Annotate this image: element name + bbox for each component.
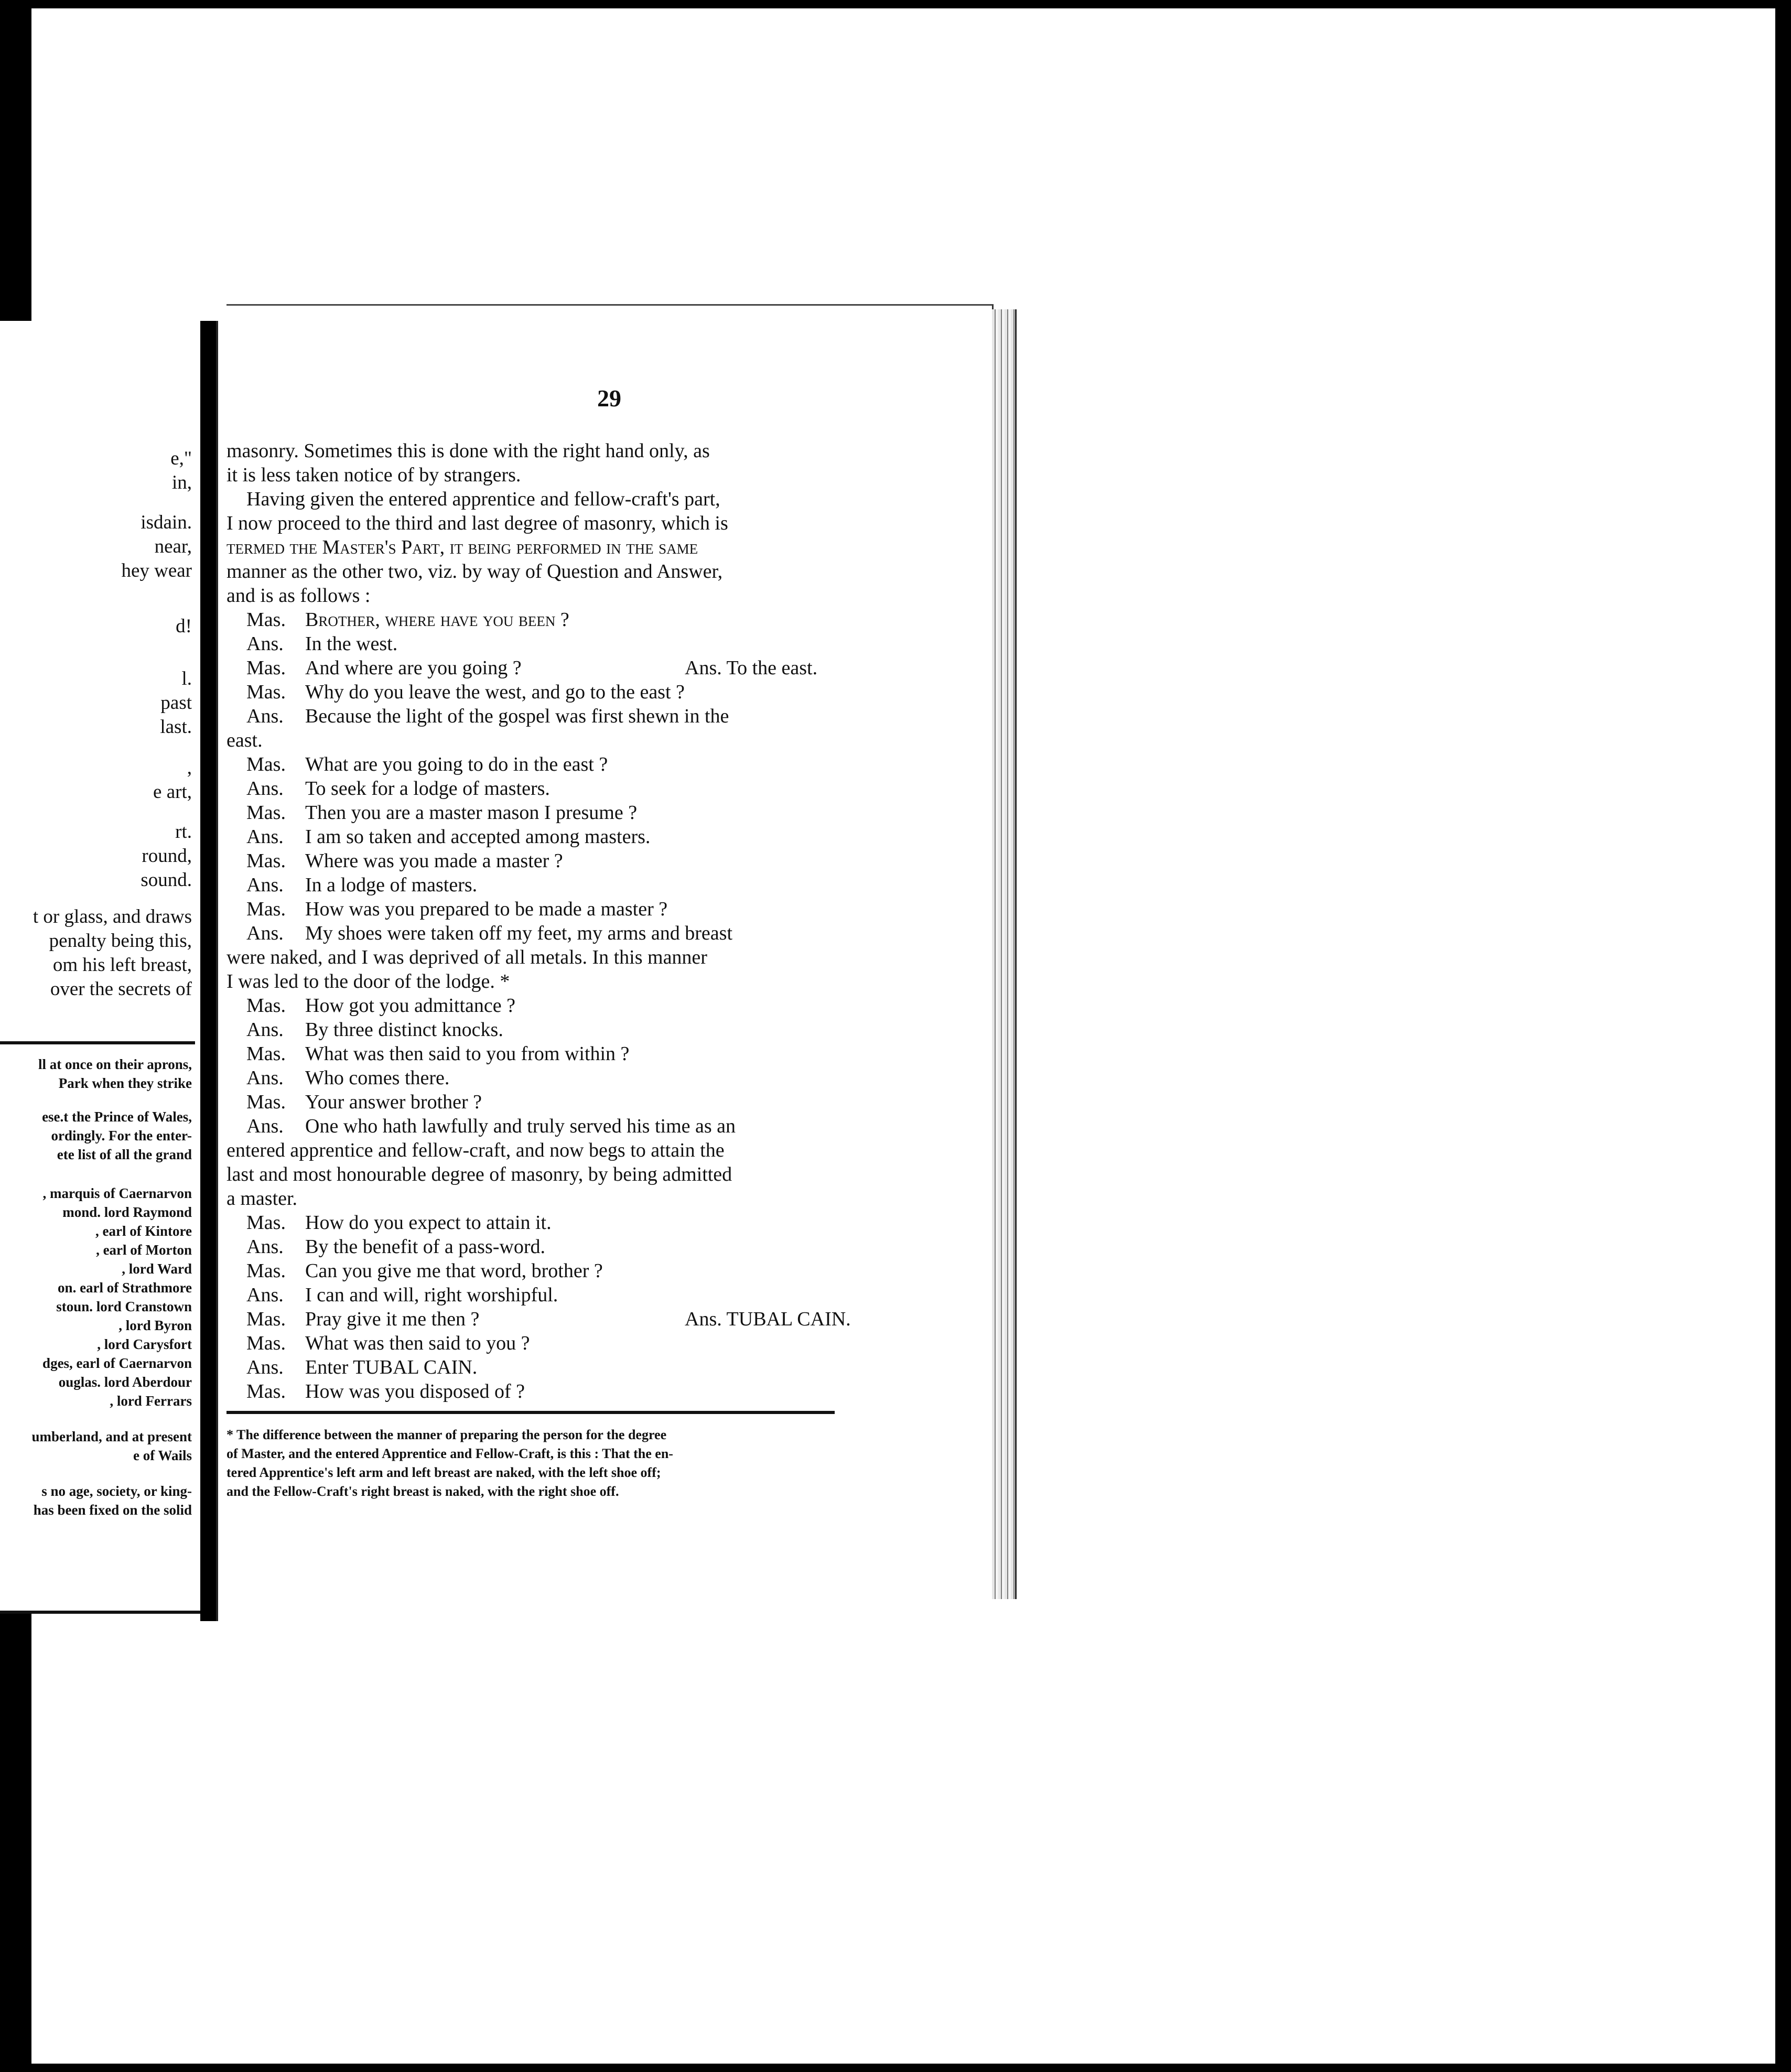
- dialogue-text: What was then said to you ?: [305, 1332, 530, 1354]
- speaker-label: Mas.: [246, 609, 286, 631]
- speaker-label: Mas.: [246, 995, 286, 1017]
- facing-footnote-line: , lord Carysfort: [97, 1336, 192, 1352]
- dialogue-text: were naked, and I was deprived of all metals. In this manner: [226, 946, 707, 968]
- speaker-label: Ans.: [246, 874, 284, 896]
- speaker-label: Mas.: [246, 1332, 286, 1354]
- facing-line: hey wear: [121, 560, 192, 581]
- dialogue-text: Who comes there.: [305, 1067, 450, 1089]
- gutter-edge: [216, 321, 226, 1621]
- dialogue-line: [246, 1042, 629, 1066]
- dialogue-line: [246, 825, 650, 849]
- dialogue-line: [246, 1259, 603, 1283]
- facing-footnote-line: s no age, society, or king-: [41, 1483, 192, 1499]
- facing-line: in,: [171, 472, 192, 493]
- facing-line: t or glass, and draws: [33, 906, 192, 927]
- dialogue-text: And where are you going ?: [305, 657, 522, 679]
- dialogue-text: In a lodge of masters.: [305, 874, 478, 896]
- dialogue-text: east.: [226, 729, 263, 751]
- facing-footnote-line: ese.t the Prince of Wales,: [42, 1109, 192, 1125]
- dialogue-text: One who hath lawfully and truly served his time as an: [305, 1115, 736, 1137]
- speaker-label: Mas.: [246, 1043, 286, 1065]
- dialogue-line: [246, 680, 685, 704]
- dialogue-line: [246, 1235, 545, 1259]
- page-edge-stack: [992, 309, 1017, 1599]
- facing-line: om his left breast,: [52, 954, 192, 976]
- facing-footnote-line: Park when they strike: [58, 1075, 192, 1091]
- facing-line: e,": [170, 448, 192, 469]
- speaker-label: Mas.: [246, 657, 286, 679]
- page-number: 29: [597, 385, 621, 412]
- dialogue-text: entered apprentice and fellow-craft, and now begs to attain the: [226, 1139, 725, 1161]
- speaker-label: Mas.: [246, 681, 286, 703]
- speaker-label: Ans.: [246, 1356, 284, 1378]
- speaker-label: Ans.: [246, 705, 284, 727]
- dialogue-line: [246, 897, 667, 921]
- facing-footnote-line: stoun. lord Cranstown: [56, 1299, 192, 1314]
- speaker-label: Ans.: [246, 1115, 284, 1137]
- dialogue-text: Then you are a master mason I presume ?: [305, 802, 638, 824]
- dialogue-line: [246, 1331, 530, 1355]
- dialogue-line: [246, 1090, 482, 1114]
- dialogue-text: Enter TUBAL CAIN.: [305, 1356, 478, 1378]
- dialogue-text: By the benefit of a pass-word.: [305, 1236, 545, 1258]
- text-line: I now proceed to the third and last degree of masonry, which is: [226, 512, 728, 534]
- dialogue-text: Pray give it me then ?: [305, 1308, 480, 1330]
- dialogue-text: How do you expect to attain it.: [305, 1212, 552, 1234]
- facing-footnote-line: , earl of Morton: [96, 1242, 192, 1258]
- inline-answer: Ans. To the east.: [685, 657, 818, 679]
- facing-footnote-line: ll at once on their aprons,: [38, 1056, 192, 1072]
- facing-footnote-line: , lord Ward: [122, 1261, 192, 1277]
- dialogue-line: [226, 1186, 297, 1211]
- dialogue-text: By three distinct knocks.: [305, 1019, 503, 1041]
- dialogue-text: What was then said to you from within ?: [305, 1043, 630, 1065]
- dialogue-line: [226, 1138, 725, 1162]
- dialogue-line: [246, 1283, 558, 1307]
- dialogue-line: [246, 1211, 552, 1235]
- dialogue-text: I was led to the door of the lodge. *: [226, 970, 510, 992]
- speaker-label: Ans.: [246, 826, 284, 848]
- speaker-label: Mas.: [246, 802, 286, 824]
- facing-footnote-line: mond. lord Raymond: [62, 1204, 192, 1220]
- facing-footnote-line: , marquis of Caernarvon: [42, 1185, 192, 1201]
- facing-line: last.: [160, 716, 192, 738]
- speaker-label: Ans.: [246, 1236, 284, 1258]
- dialogue-text: How was you disposed of ?: [305, 1380, 525, 1402]
- dialogue-line: [246, 801, 637, 825]
- footnote-line: of Master, and the entered Apprentice and Fellow-Craft, is this : That the en-: [226, 1446, 673, 1461]
- speaker-label: Mas.: [246, 1308, 286, 1330]
- facing-footnote-line: ete list of all the grand: [57, 1147, 192, 1162]
- facing-footnote-line: dges, earl of Caernarvon: [42, 1355, 192, 1371]
- speaker-label: Ans.: [246, 778, 284, 800]
- dialogue-line: [246, 849, 563, 873]
- dialogue-line: [246, 776, 550, 801]
- dialogue-line: [246, 608, 569, 632]
- speaker-label: Mas.: [246, 1260, 286, 1282]
- dialogue-line: [246, 1355, 477, 1379]
- dialogue-text: How got you admittance ?: [305, 995, 516, 1017]
- facing-line: penalty being this,: [49, 930, 192, 952]
- facing-footnote-line: , earl of Kintore: [95, 1223, 192, 1239]
- facing-line: isdain.: [141, 512, 192, 533]
- footnote-line: and the Fellow-Craft's right breast is naked, with the right shoe off.: [226, 1484, 619, 1499]
- facing-footnote-line: umberland, and at present: [31, 1429, 192, 1444]
- facing-footnote-line: on. earl of Strathmore: [58, 1280, 192, 1296]
- facing-footnote-line: , lord Ferrars: [110, 1393, 192, 1409]
- facing-line: round,: [142, 845, 192, 867]
- inline-answer: Ans. TUBAL CAIN.: [685, 1308, 851, 1330]
- speaker-label: Ans.: [246, 1284, 284, 1306]
- speaker-label: Ans.: [246, 1067, 284, 1089]
- facing-line: over the secrets of: [50, 978, 192, 1000]
- dialogue-text: Your answer brother ?: [305, 1091, 482, 1113]
- dialogue-text: Can you give me that word, brother ?: [305, 1260, 603, 1282]
- dialogue-line: [226, 945, 707, 969]
- text-line: termed the Master's Part, it being performed in the same: [226, 536, 698, 558]
- speaker-label: Mas.: [246, 850, 286, 872]
- dialogue-text: a master.: [226, 1188, 298, 1210]
- dialogue-text: How was you prepared to be made a master ?: [305, 898, 668, 920]
- page-body: [226, 306, 992, 1595]
- dialogue-text: last and most honourable degree of masonry, by being admitted: [226, 1163, 732, 1185]
- dialogue-text: Where was you made a master ?: [305, 850, 563, 872]
- speaker-label: Mas.: [246, 753, 286, 775]
- text-line: masonry. Sometimes this is done with the right hand only, as: [226, 440, 710, 462]
- dialogue-text: Why do you leave the west, and go to the east ?: [305, 681, 685, 703]
- facing-line: sound.: [141, 869, 192, 891]
- facing-footnote-line: ordingly. For the enter-: [51, 1128, 192, 1143]
- dialogue-line: [246, 1379, 525, 1404]
- dialogue-text: In the west.: [305, 633, 398, 655]
- text-line: Having given the entered apprentice and fellow-craft's part,: [246, 488, 720, 510]
- dialogue-text: To seek for a lodge of masters.: [305, 778, 550, 800]
- facing-page-fragment: [0, 321, 200, 1614]
- dialogue-text: I can and will, right worshipful.: [305, 1284, 558, 1306]
- facing-footnote-line: has been fixed on the solid: [33, 1502, 192, 1518]
- speaker-label: Mas.: [246, 1380, 286, 1402]
- facing-line: near,: [154, 536, 192, 557]
- dialogue-line: [246, 752, 608, 776]
- dialogue-text: Brother, where have you been ?: [305, 609, 569, 631]
- page: [226, 304, 994, 1595]
- dialogue-text: I am so taken and accepted among masters.: [305, 826, 651, 848]
- dialogue-line: [246, 1114, 736, 1138]
- dialogue-line: [226, 728, 263, 752]
- speaker-label: Ans.: [246, 1019, 284, 1041]
- dialogue-line: [246, 1066, 449, 1090]
- facing-line: e art,: [153, 781, 192, 803]
- dialogue-line: [246, 921, 732, 945]
- footnote-line: * The difference between the manner of preparing the person for the degree: [226, 1427, 667, 1442]
- footnote-line: tered Apprentice's left arm and left breast are naked, with the left shoe off;: [226, 1465, 661, 1480]
- facing-line: ,: [187, 757, 192, 779]
- speaker-label: Mas.: [246, 1091, 286, 1113]
- speaker-label: Mas.: [246, 1212, 286, 1234]
- dialogue-text: What are you going to do in the east ?: [305, 753, 608, 775]
- facing-footnote-line: e of Wails: [133, 1448, 192, 1463]
- dialogue-line: [246, 994, 515, 1018]
- book-gutter: [200, 321, 216, 1621]
- dialogue-line: [226, 1162, 732, 1186]
- facing-footnote-line: , lord Byron: [118, 1318, 192, 1333]
- dialogue-line: [246, 873, 477, 897]
- text-line: manner as the other two, viz. by way of Question and Answer,: [226, 560, 723, 582]
- dialogue-line: [246, 656, 860, 680]
- facing-footnote-rule: [0, 1041, 195, 1044]
- dialogue-line: [246, 1307, 860, 1331]
- dialogue-text: My shoes were taken off my feet, my arms and breast: [305, 922, 732, 944]
- text-line: and is as follows :: [226, 585, 371, 607]
- speaker-label: Mas.: [246, 898, 286, 920]
- dialogue-line: [246, 704, 729, 728]
- facing-line: l.: [181, 668, 192, 689]
- text-line: it is less taken notice of by strangers.: [226, 464, 521, 486]
- speaker-label: Ans.: [246, 922, 284, 944]
- facing-line: past: [160, 692, 192, 714]
- facing-line: rt.: [175, 821, 192, 843]
- facing-line: d!: [176, 616, 192, 637]
- speaker-label: Ans.: [246, 633, 284, 655]
- dialogue-line: [246, 1018, 503, 1042]
- footnote-rule: [226, 1411, 835, 1414]
- dialogue-line: [246, 632, 397, 656]
- dialogue-line: [226, 969, 510, 994]
- facing-footnote-line: ouglas. lord Aberdour: [58, 1374, 192, 1390]
- dialogue-text: Because the light of the gospel was first shewn in the: [305, 705, 729, 727]
